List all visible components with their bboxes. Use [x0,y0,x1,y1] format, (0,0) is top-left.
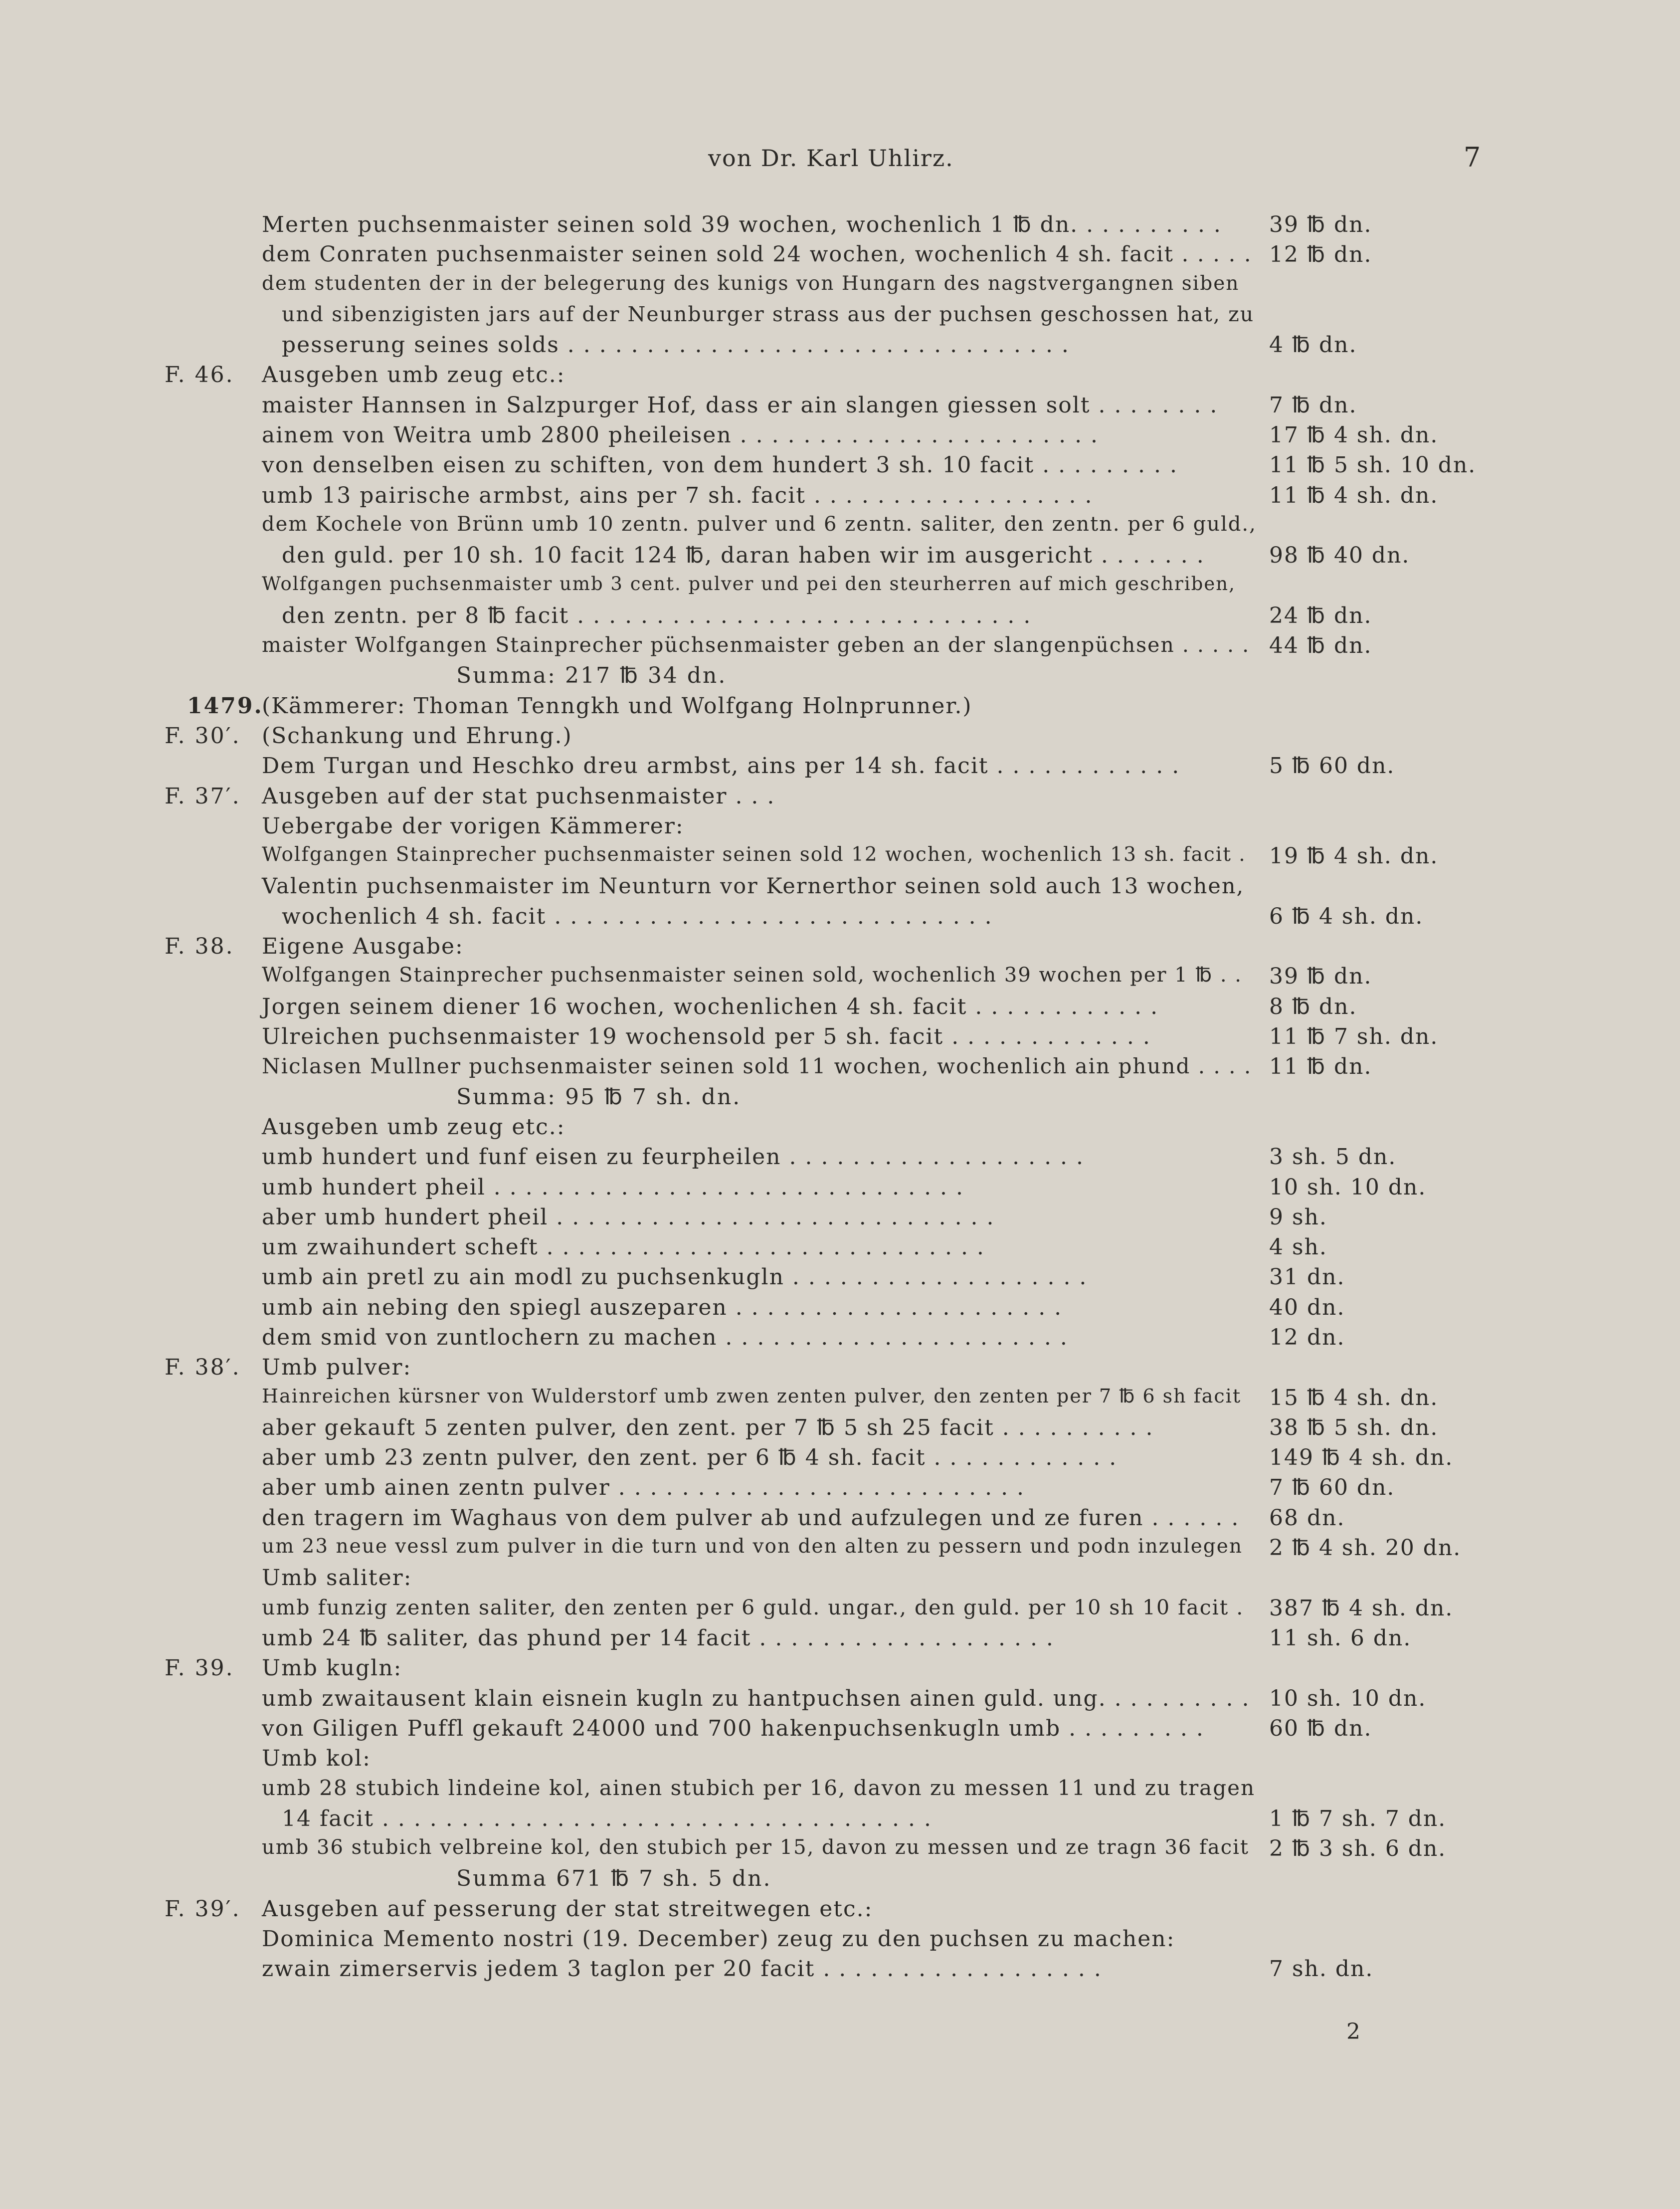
entry-text: umb hundert pheil . . . . . . . . . . . . . . . . . . . . . . . . . . . . . . [262,1174,964,1200]
entry-text: wochenlich 4 sh. facit . . . . . . . . . . . . . . . . . . . . . . . . . . . . [282,903,993,929]
page-number: 7 [1464,142,1481,173]
entry-amount: 3 sh. 5 dn. [1269,1144,1397,1170]
entry-amount: 8 ℔ dn. [1269,994,1357,1019]
ledger-line [0,1686,1680,1716]
ledger-line [0,1234,1680,1264]
entry-text: von denselben eisen zu schiften, von dem hundert 3 sh. 10 facit . . . . . . . . . [262,452,1178,478]
entry-text: aber umb hundert pheil . . . . . . . . . . . . . . . . . . . . . . . . . . . . [262,1204,995,1230]
entry-amount: 5 ℔ 60 dn. [1269,753,1395,779]
entry-text: Ulreichen puchsenmaister 19 wochensold per 5 sh. facit . . . . . . . . . . . . . [262,1024,1151,1050]
entry-amount: 39 ℔ dn. [1269,212,1372,237]
entry-text: umb 13 pairische armbst, ains per 7 sh. facit . . . . . . . . . . . . . . . . . . [262,482,1093,508]
entry-text: Umb kugln: [262,1655,402,1681]
folio-reference: F. 37′. [165,783,241,809]
entry-text: von Giligen Puffl gekauft 24000 und 700 hakenpuchsenkugln umb . . . . . . . . . [262,1715,1204,1741]
ledger-line [0,393,1680,422]
entry-text: Valentin puchsenmaister im Neunturn vor Kernerthor seinen sold auch 13 wochen, [262,873,1245,899]
ledger-line [0,1866,1680,1896]
ledger-line [0,663,1680,693]
entry-text: aber umb 23 zentn pulver, den zent. per 6 ℔ 4 sh. facit . . . . . . . . . . . . [262,1445,1118,1471]
entry-amount: 19 ℔ 4 sh. dn. [1269,843,1439,869]
ledger-line [0,513,1680,543]
entry-text: umb 36 stubich velbreine kol, den stubich per 15, davon zu messen und ze tragn 36 facit [262,1836,1249,1859]
ledger-line [0,1836,1680,1866]
ledger-line [0,874,1680,904]
page-header [0,142,1680,180]
entry-text: dem smid von zuntlochern zu machen . . . . . . . . . . . . . . . . . . . . . . [262,1324,1068,1350]
ledger-body [0,212,1680,1987]
ledger-line [0,272,1680,302]
entry-amount: 9 sh. [1269,1204,1327,1230]
entry-text: und sibenzigisten jars auf der Neunburger strass aus der puchsen geschossen hat, zu [282,302,1255,326]
entry-text: Merten puchsenmaister seinen sold 39 wochen, wochenlich 1 ℔ dn. . . . . . . . . . [262,212,1222,237]
year-heading: 1479. [187,693,263,719]
entry-amount: 11 ℔ 4 sh. dn. [1269,482,1439,508]
entry-amount: 38 ℔ 5 sh. dn. [1269,1414,1439,1440]
entry-text: Wolfgangen puchsenmaister umb 3 cent. pulver und pei den steurherren auf mich geschriben, [262,573,1236,595]
ledger-line [0,1054,1680,1084]
ledger-line [0,1084,1680,1114]
entry-text: (Kämmerer: Thoman Tenngkh und Wolfgang Holnprunner.) [262,693,972,719]
ledger-line [0,1144,1680,1174]
entry-text: aber gekauft 5 zenten pulver, den zent. per 7 ℔ 5 sh 25 facit . . . . . . . . . . [262,1414,1154,1440]
ledger-line [0,633,1680,663]
ledger-line [0,964,1680,994]
entry-amount: 1 ℔ 7 sh. 7 dn. [1269,1806,1447,1831]
entry-text: Jorgen seinem diener 16 wochen, wochenlichen 4 sh. facit . . . . . . . . . . . . [262,994,1159,1019]
entry-amount: 11 ℔ 5 sh. 10 dn. [1269,452,1477,478]
entry-amount: 11 ℔ dn. [1269,1054,1372,1080]
entry-text: Hainreichen kürsner von Wulderstorf umb zwen zenten pulver, den zenten per 7 ℔ 6 sh facit [262,1385,1242,1407]
entry-text: dem Conraten puchsenmaister seinen sold 24 wochen, wochenlich 4 sh. facit . . . . . [262,242,1252,267]
entry-text: um zwaihundert scheft . . . . . . . . . . . . . . . . . . . . . . . . . . . . [262,1234,985,1260]
ledger-line [0,843,1680,873]
ledger-line [0,1475,1680,1505]
entry-text: Dominica Memento nostri (19. December) zeug zu den puchsen zu machen: [262,1926,1175,1952]
ledger-line [0,1535,1680,1565]
ledger-line [0,753,1680,783]
entry-text: umb ain pretl zu ain modl zu puchsenkugln . . . . . . . . . . . . . . . . . . . [262,1264,1088,1290]
entry-amount: 12 ℔ dn. [1269,242,1372,268]
entry-amount: 10 sh. 10 dn. [1269,1685,1427,1711]
ledger-line [0,1505,1680,1535]
entry-text: Ausgeben auf pesserung der stat streitwegen etc.: [262,1896,873,1922]
entry-text: um 23 neue vessl zum pulver in die turn und von den alten zu pessern und podn inzulegen [262,1535,1243,1558]
ledger-line [0,904,1680,934]
entry-text: umb zwaitausent klain eisnein kugln zu hantpuchsen ainen guld. ung. . . . . . . . . . [262,1685,1250,1711]
folio-reference: F. 38′. [165,1355,241,1381]
ledger-line [0,1114,1680,1144]
ledger-line [0,483,1680,513]
entry-text: maister Hannsen in Salzpurger Hof, dass er ain slangen giessen solt . . . . . . . . [262,392,1218,418]
entry-amount: 39 ℔ dn. [1269,964,1372,990]
ledger-line [0,1565,1680,1595]
ledger-line [0,1355,1680,1385]
ledger-line [0,1625,1680,1655]
entry-text: den guld. per 10 sh. 10 facit 124 ℔, daran haben wir im ausgericht . . . . . . . [282,543,1205,569]
ledger-line [0,934,1680,964]
entry-text: Umb saliter: [262,1565,412,1591]
entry-amount: 2 ℔ 4 sh. 20 dn. [1269,1535,1462,1561]
entry-amount: 60 ℔ dn. [1269,1715,1372,1741]
entry-text: Ausgeben umb zeug etc.: [262,1114,565,1140]
entry-amount: 7 ℔ 60 dn. [1269,1475,1395,1501]
entry-amount: 7 sh. dn. [1269,1956,1374,1982]
entry-text: pesserung seines solds . . . . . . . . . . . . . . . . . . . . . . . . . . . . . . . . [282,332,1070,358]
ledger-line [0,1896,1680,1926]
ledger-line [0,603,1680,633]
ledger-line [0,1205,1680,1234]
ledger-line [0,813,1680,843]
entry-text: Umb pulver: [262,1355,412,1381]
ledger-line [0,302,1680,332]
entry-text: Ausgeben auf der stat puchsenmaister . . . [262,783,775,809]
entry-text: Uebergabe der vorigen Kämmerer: [262,813,684,839]
entry-text: umb funzig zenten saliter, den zenten per 6 guld. ungar., den guld. per 10 sh 10 facit . [262,1595,1244,1619]
ledger-line [0,1445,1680,1475]
ledger-line [0,452,1680,482]
entry-amount: 31 dn. [1269,1264,1345,1290]
entry-amount: 40 dn. [1269,1294,1345,1320]
entry-amount: 68 dn. [1269,1505,1345,1531]
ledger-line [0,1746,1680,1776]
entry-amount: 44 ℔ dn. [1269,633,1372,659]
entry-text: ainem von Weitra umb 2800 pheileisen . . . . . . . . . . . . . . . . . . . . . . . [262,422,1099,448]
entry-amount: 17 ℔ 4 sh. dn. [1269,422,1439,448]
ledger-line [0,1264,1680,1294]
ledger-line [0,693,1680,723]
entry-text: aber umb ainen zentn pulver . . . . . . . . . . . . . . . . . . . . . . . . . . [262,1475,1025,1501]
entry-text: den zentn. per 8 ℔ facit . . . . . . . . . . . . . . . . . . . . . . . . . . . . . [282,602,1032,628]
signature-mark: 2 [1346,2019,1360,2044]
entry-text: den tragern im Waghaus von dem pulver ab und aufzulegen und ze furen . . . . . . [262,1505,1240,1531]
ledger-line [0,1596,1680,1625]
summa-line: Summa 671 ℔ 7 sh. 5 dn. [456,1866,772,1892]
entry-text: Wolfgangen Stainprecher puchsenmaister seinen sold 12 wochen, wochenlich 13 sh. facit . [262,843,1246,866]
entry-amount: 24 ℔ dn. [1269,602,1372,628]
entry-amount: 7 ℔ dn. [1269,392,1357,418]
ledger-line [0,1776,1680,1806]
ledger-line [0,543,1680,573]
ledger-line [0,242,1680,272]
ledger-line [0,1175,1680,1205]
folio-reference: F. 39. [165,1655,234,1681]
folio-reference: F. 30′. [165,723,241,749]
entry-amount: 4 ℔ dn. [1269,332,1357,358]
ledger-line [0,573,1680,603]
entry-text: Niclasen Mullner puchsenmaister seinen sold 11 wochen, wochenlich ain phund . . . . [262,1054,1252,1079]
entry-text: 14 facit . . . . . . . . . . . . . . . . . . . . . . . . . . . . . . . . . . . [282,1806,932,1831]
entry-text: umb 28 stubich lindeine kol, ainen stubich per 16, davon zu messen 11 und zu tragen [262,1776,1256,1801]
ledger-line [0,723,1680,753]
entry-text: (Schankung und Ehrung.) [262,723,572,749]
ledger-line [0,1024,1680,1054]
ledger-line [0,1716,1680,1746]
ledger-line [0,422,1680,452]
ledger-line [0,1415,1680,1445]
entry-text: zwain zimerservis jedem 3 taglon per 20 facit . . . . . . . . . . . . . . . . . . [262,1956,1102,1982]
entry-amount: 2 ℔ 3 sh. 6 dn. [1269,1836,1447,1862]
entry-text: maister Wolfgangen Stainprecher püchsenmaister geben an der slangenpüchsen . . . . . [262,633,1250,657]
ledger-line [0,362,1680,392]
summa-line: Summa: 217 ℔ 34 dn. [456,663,727,689]
ledger-line [0,784,1680,813]
entry-amount: 149 ℔ 4 sh. dn. [1269,1445,1454,1471]
entry-text: dem Kochele von Brünn umb 10 zentn. pulver und 6 zentn. saliter, den zentn. per 6 guld., [262,512,1257,536]
ledger-line [0,212,1680,242]
entry-text: Umb kol: [262,1746,372,1772]
entry-text: Ausgeben umb zeug etc.: [262,362,565,388]
ledger-line [0,1295,1680,1325]
folio-reference: F. 38. [165,934,234,960]
entry-text: umb 24 ℔ saliter, das phund per 14 facit . . . . . . . . . . . . . . . . . . . [262,1625,1054,1651]
ledger-line [0,1806,1680,1836]
entry-text: Dem Turgan und Heschko dreu armbst, ains per 14 sh. facit . . . . . . . . . . . . [262,753,1180,779]
ledger-line [0,1325,1680,1355]
running-title: von Dr. Karl Uhlirz. [708,145,954,172]
entry-amount: 11 sh. 6 dn. [1269,1625,1412,1651]
ledger-line [0,1956,1680,1986]
entry-amount: 15 ℔ 4 sh. dn. [1269,1385,1439,1410]
entry-amount: 98 ℔ 40 dn. [1269,543,1410,569]
folio-reference: F. 46. [165,362,234,388]
entry-amount: 10 sh. 10 dn. [1269,1174,1427,1200]
folio-reference: F. 39′. [165,1896,241,1922]
entry-text: umb ain nebing den spiegl auszeparen . . . . . . . . . . . . . . . . . . . . . [262,1294,1063,1320]
entry-text: Wolfgangen Stainprecher puchsenmaister seinen sold, wochenlich 39 wochen per 1 ℔ . . [262,964,1242,987]
ledger-line [0,1385,1680,1415]
entry-amount: 6 ℔ 4 sh. dn. [1269,903,1424,929]
entry-text: Eigene Ausgabe: [262,934,464,960]
ledger-line [0,1655,1680,1685]
ledger-line [0,332,1680,362]
summa-line: Summa: 95 ℔ 7 sh. dn. [456,1084,742,1110]
entry-amount: 11 ℔ 7 sh. dn. [1269,1024,1439,1050]
entry-text: umb hundert und funf eisen zu feurpheilen . . . . . . . . . . . . . . . . . . . [262,1144,1084,1170]
entry-amount: 12 dn. [1269,1324,1345,1350]
entry-amount: 4 sh. [1269,1234,1327,1260]
entry-amount: 387 ℔ 4 sh. dn. [1269,1595,1454,1621]
ledger-line [0,1926,1680,1956]
entry-text: dem studenten der in der belegerung des kunigs von Hungarn des nagstvergangnen siben [262,272,1240,295]
ledger-line [0,994,1680,1024]
